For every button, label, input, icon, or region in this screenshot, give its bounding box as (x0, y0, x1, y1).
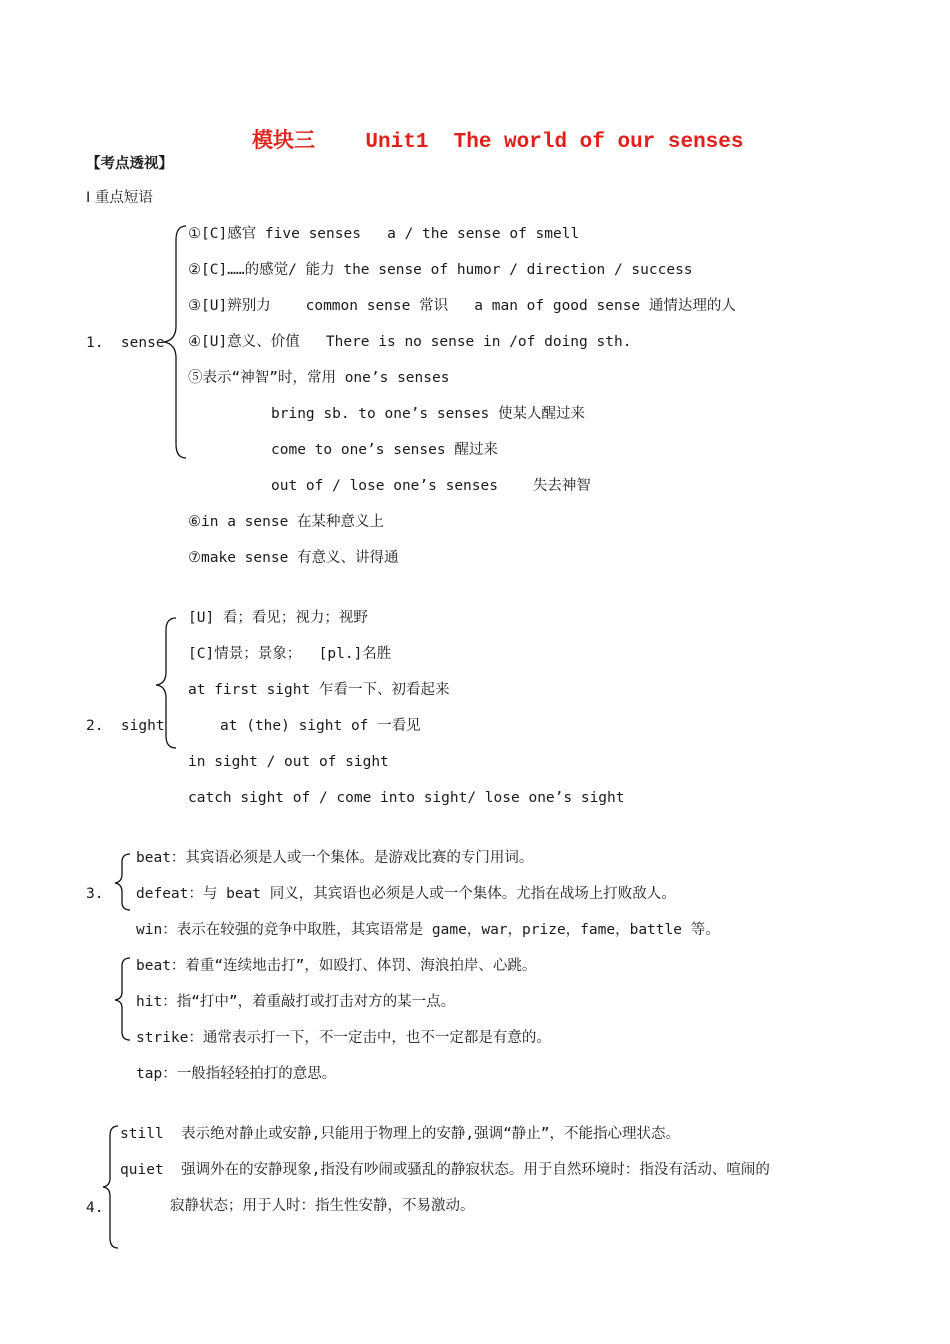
beat-defeat-item-3: win：表示在较强的竞争中取胜，其宾语常是 game，war，prize，fame，battle 等。 (136, 922, 720, 938)
beat-hit-item-1: beat：着重“连续地击打”，如殴打、体罚、海浪拍岸、心跳。 (136, 958, 537, 974)
sense-brace (160, 224, 190, 460)
still-quiet-item-2: quiet 强调外在的安静现象,指没有吵闹或骚乱的静寂状态。用于自然环境时：指没有活动、喧闹的 (120, 1162, 770, 1178)
sense-item-6: ⑥in a sense 在某种意义上 (188, 514, 385, 530)
still-quiet-label: 4. (86, 1200, 104, 1216)
beat-defeat-brace (112, 852, 134, 912)
beat-defeat-label: 3. (86, 886, 104, 902)
beat-hit-brace (112, 956, 134, 1042)
beat-defeat-item-2: defeat：与 beat 同义，其宾语也必须是人或一个集体。尤指在战场上打败敌人。 (136, 886, 676, 902)
still-quiet-item-1: still 表示绝对静止或安静,只能用于物理上的安静,强调“静止”，不能指心理状态。 (120, 1126, 681, 1142)
subsection-heading: I 重点短语 (86, 190, 153, 206)
sense-item-5a: bring sb. to one’s senses 使某人醒过来 (271, 406, 585, 422)
beat-hit-item-2: hit：指“打中”，着重敲打或打击对方的某一点。 (136, 994, 456, 1010)
beat-hit-item-4: tap：一般指轻轻拍打的意思。 (136, 1066, 337, 1082)
page-title (252, 124, 743, 154)
sight-item-4: at (the) sight of 一看见 (220, 718, 421, 734)
sense-item-3: ③[U]辨别力 common sense 常识 a man of good sense 通情达理的人 (188, 298, 736, 314)
sense-item-4: ④[U]意义、价值 There is no sense in /of doing sth. (188, 334, 632, 350)
beat-hit-item-3: strike：通常表示打一下，不一定击中，也不一定都是有意的。 (136, 1030, 551, 1046)
sight-item-2: [C]情景；景象； [pl.]名胜 (188, 646, 392, 662)
sense-item-2: ②[C]……的感觉/ 能力 the sense of humor / direction / success (188, 262, 693, 278)
title-module: 模块三 (252, 128, 315, 152)
sight-brace (152, 616, 182, 750)
sight-item-1: [U] 看；看见；视力；视野 (188, 610, 368, 626)
sight-item-3: at first sight 乍看一下、初看起来 (188, 682, 450, 698)
sight-label: 2. sight (86, 718, 165, 734)
sense-item-5c: out of / lose one’s senses 失去神智 (271, 478, 591, 494)
still-quiet-item-3: 寂静状态；用于人时：指生性安静，不易激动。 (170, 1198, 475, 1214)
sense-item-7: ⑦make sense 有意义、讲得通 (188, 550, 399, 566)
still-quiet-brace (100, 1124, 122, 1250)
title-unit: Unit1 The world of our senses (365, 131, 744, 154)
sense-item-1: ①[C]感官 five senses a / the sense of smell (188, 226, 580, 242)
sight-item-6: catch sight of / come into sight/ lose one’s sight (188, 790, 625, 806)
sense-item-5b: come to one’s senses 醒过来 (271, 442, 498, 458)
sight-item-5: in sight / out of sight (188, 754, 389, 770)
beat-defeat-item-1: beat：其宾语必须是人或一个集体。是游戏比赛的专门用词。 (136, 850, 534, 866)
section-header: 【考点透视】 (86, 156, 173, 172)
sense-item-5: ⑤表示“神智”时，常用 one’s senses (188, 370, 450, 386)
sense-label: 1. sense (86, 335, 165, 351)
